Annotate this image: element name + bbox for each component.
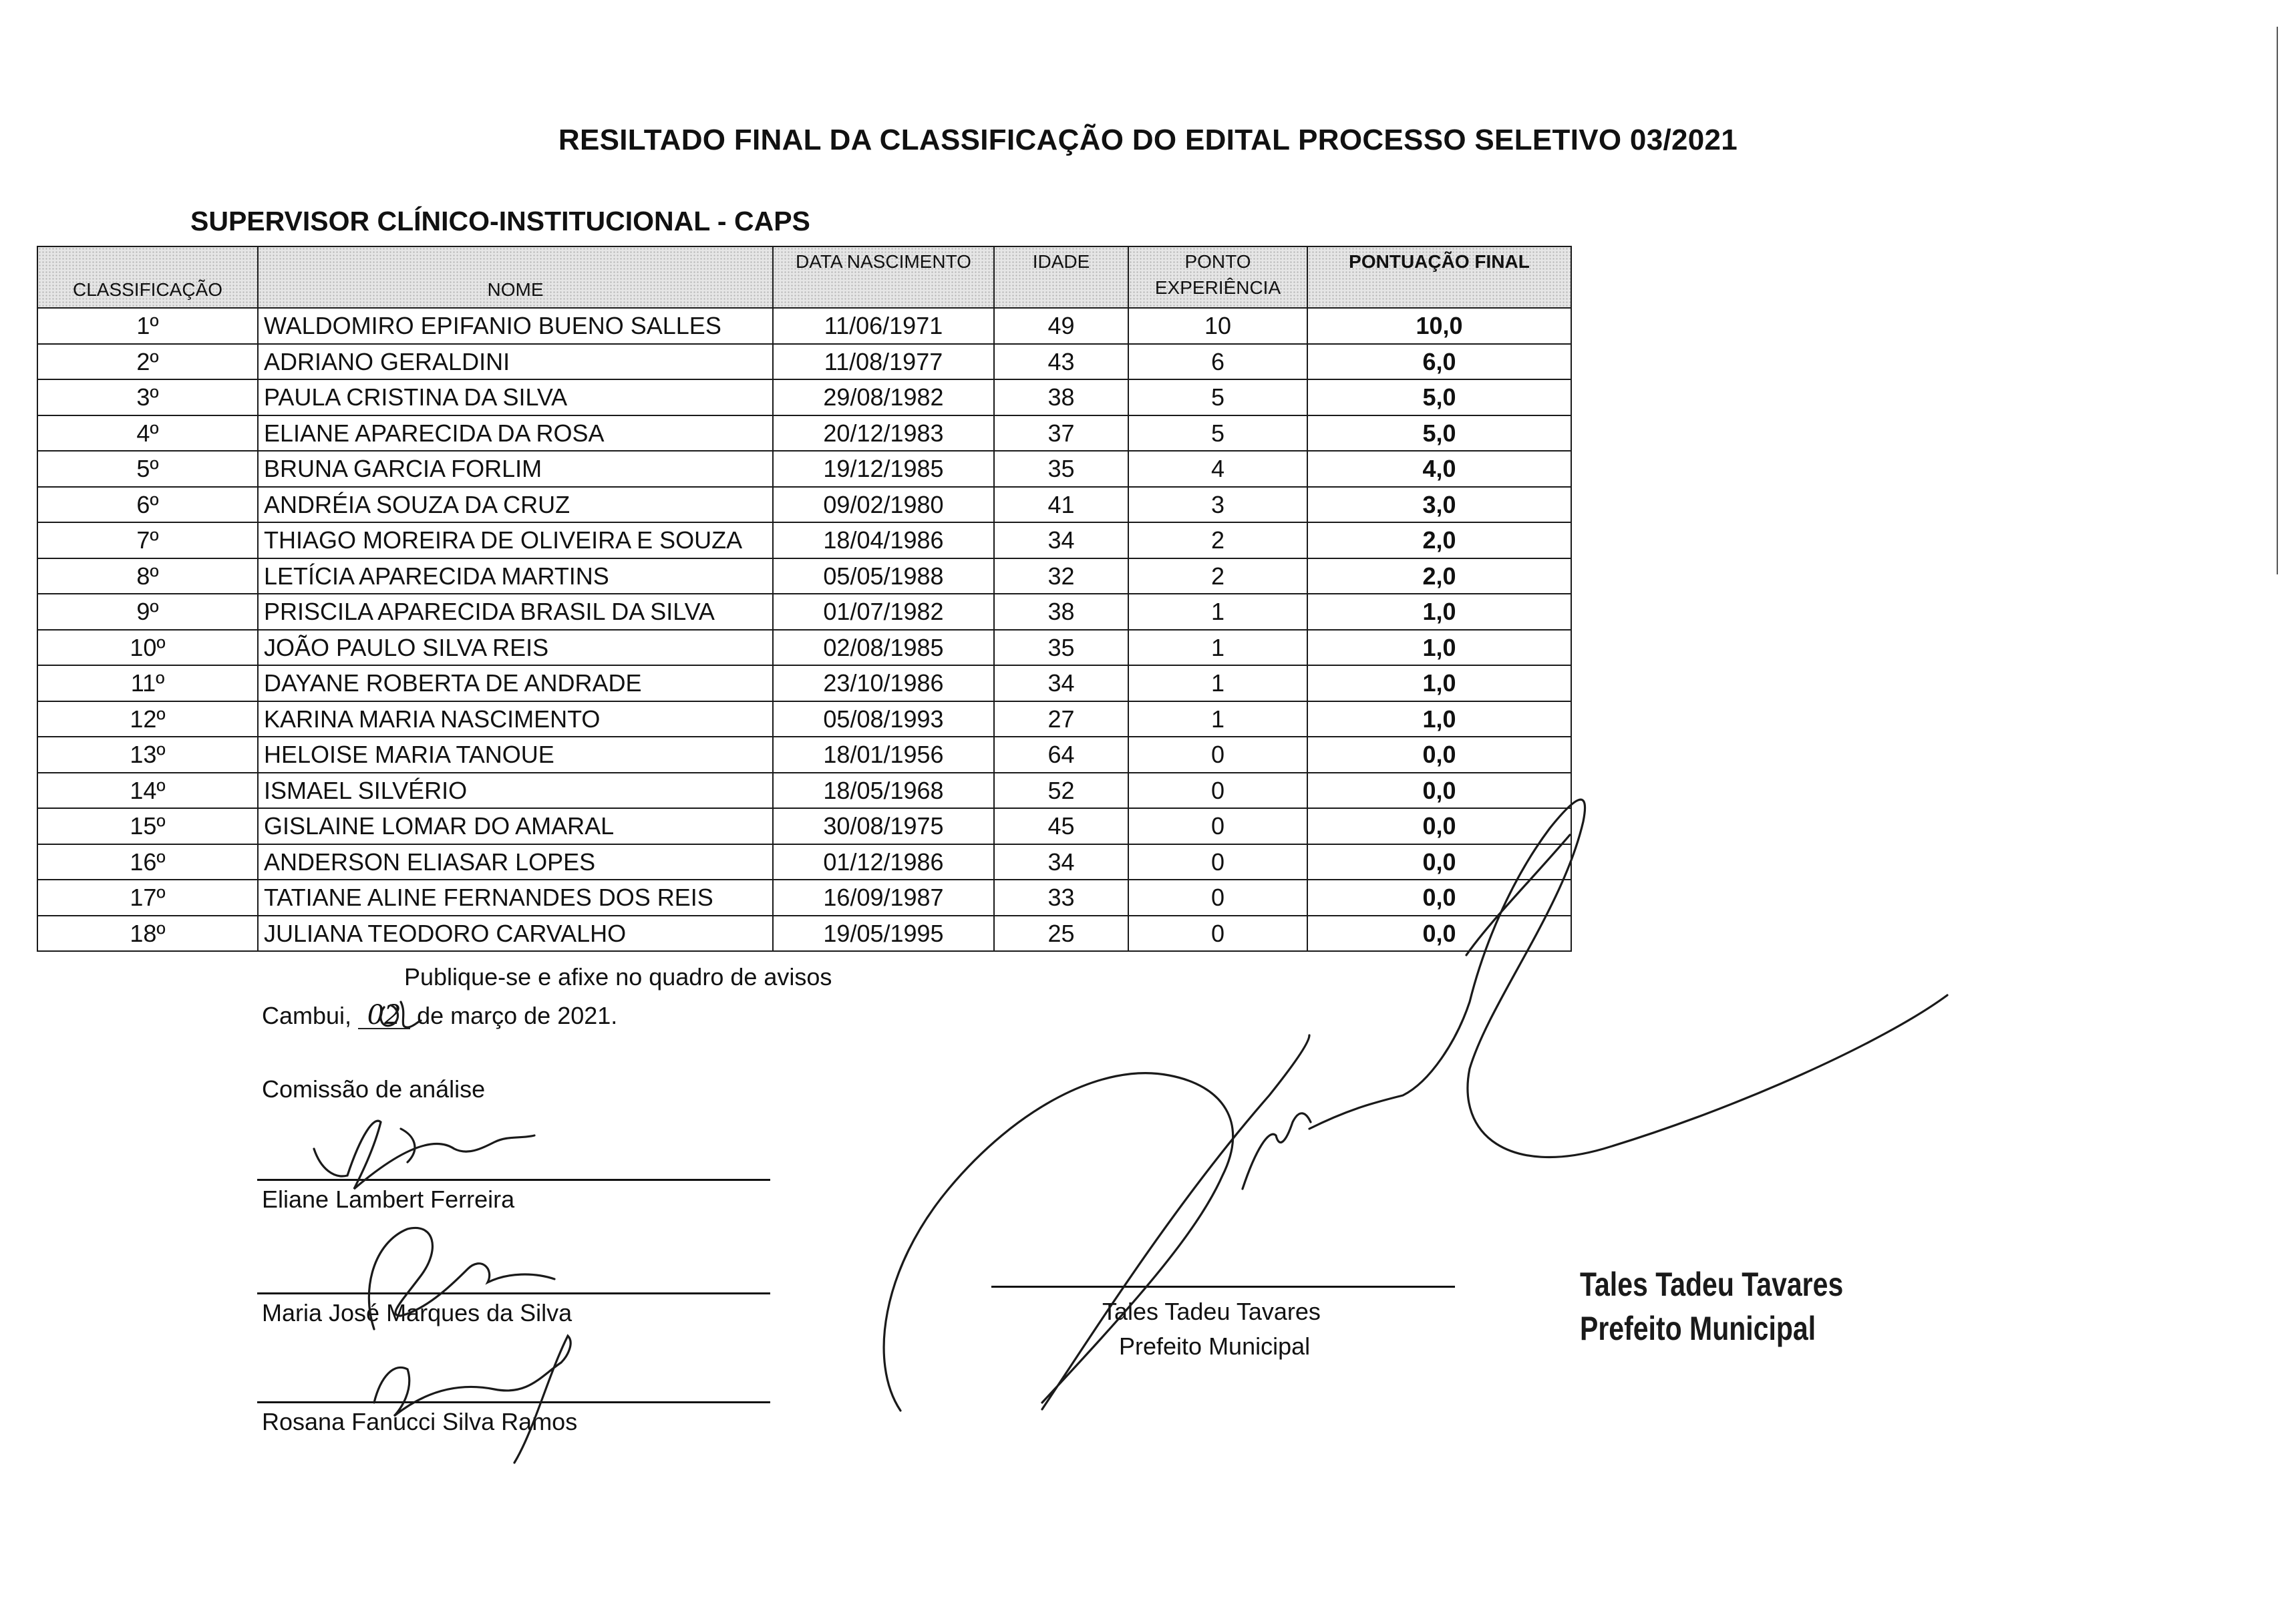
cell-classificacao: 15º bbox=[37, 808, 258, 844]
cell-nome: ANDERSON ELIASAR LOPES bbox=[258, 844, 773, 880]
table-header-row bbox=[37, 246, 1571, 308]
cell-data-nascimento: 19/12/1985 bbox=[773, 451, 994, 487]
cell-classificacao: 6º bbox=[37, 487, 258, 523]
table-row bbox=[37, 808, 1571, 844]
cell-nome: TATIANE ALINE FERNANDES DOS REIS bbox=[258, 880, 773, 916]
cell-pontuacao-final: 4,0 bbox=[1307, 451, 1571, 487]
cell-idade: 25 bbox=[994, 916, 1128, 952]
cell-classificacao: 5º bbox=[37, 451, 258, 487]
cell-data-nascimento: 29/08/1982 bbox=[773, 379, 994, 415]
cell-nome: ELIANE APARECIDA DA ROSA bbox=[258, 415, 773, 452]
cell-nome: JOÃO PAULO SILVA REIS bbox=[258, 630, 773, 666]
table-row bbox=[37, 522, 1571, 558]
date-rest: de março de 2021. bbox=[417, 1002, 618, 1029]
cell-data-nascimento: 05/05/1988 bbox=[773, 558, 994, 594]
cell-idade: 64 bbox=[994, 737, 1128, 773]
cell-pontuacao-final: 5,0 bbox=[1307, 415, 1571, 452]
cell-data-nascimento: 18/01/1956 bbox=[773, 737, 994, 773]
cell-idade: 27 bbox=[994, 701, 1128, 737]
table-row bbox=[37, 844, 1571, 880]
margin-mark bbox=[2277, 27, 2278, 574]
cell-idade: 38 bbox=[994, 379, 1128, 415]
cell-nome: ISMAEL SILVÉRIO bbox=[258, 773, 773, 809]
cell-data-nascimento: 11/08/1977 bbox=[773, 344, 994, 380]
cell-pontuacao-final: 2,0 bbox=[1307, 522, 1571, 558]
cell-pontuacao-final: 1,0 bbox=[1307, 701, 1571, 737]
mayor-role: Prefeito Municipal bbox=[1119, 1332, 1311, 1360]
cell-classificacao: 12º bbox=[37, 701, 258, 737]
cell-data-nascimento: 16/09/1987 bbox=[773, 880, 994, 916]
table-row bbox=[37, 451, 1571, 487]
cell-ponto-experiencia: 3 bbox=[1128, 487, 1307, 523]
cell-data-nascimento: 23/10/1986 bbox=[773, 665, 994, 701]
cell-classificacao: 4º bbox=[37, 415, 258, 452]
member-name-1: Eliane Lambert Ferreira bbox=[262, 1186, 515, 1213]
cell-data-nascimento: 20/12/1983 bbox=[773, 415, 994, 452]
cell-classificacao: 2º bbox=[37, 344, 258, 380]
table-row bbox=[37, 308, 1571, 344]
cell-pontuacao-final: 0,0 bbox=[1307, 773, 1571, 809]
signature-line-2 bbox=[257, 1292, 770, 1294]
table-row bbox=[37, 630, 1571, 666]
mayor-stamp bbox=[1580, 1262, 1843, 1351]
stamp-line-1: Tales Tadeu Tavares bbox=[1580, 1266, 1844, 1303]
cell-classificacao: 14º bbox=[37, 773, 258, 809]
cell-ponto-experiencia: 6 bbox=[1128, 344, 1307, 380]
cell-ponto-experiencia: 0 bbox=[1128, 808, 1307, 844]
cell-nome: PRISCILA APARECIDA BRASIL DA SILVA bbox=[258, 594, 773, 630]
cell-idade: 43 bbox=[994, 344, 1128, 380]
cell-ponto-experiencia: 1 bbox=[1128, 594, 1307, 630]
cell-nome: HELOISE MARIA TANOUE bbox=[258, 737, 773, 773]
cell-data-nascimento: 18/05/1968 bbox=[773, 773, 994, 809]
cell-nome: JULIANA TEODORO CARVALHO bbox=[258, 916, 773, 952]
cell-ponto-experiencia: 1 bbox=[1128, 701, 1307, 737]
cell-ponto-experiencia: 0 bbox=[1128, 916, 1307, 952]
cell-pontuacao-final: 1,0 bbox=[1307, 630, 1571, 666]
mayor-name: Tales Tadeu Tavares bbox=[1102, 1298, 1321, 1325]
cell-ponto-experiencia: 0 bbox=[1128, 844, 1307, 880]
cell-pontuacao-final: 1,0 bbox=[1307, 594, 1571, 630]
handwritten-day: 02 bbox=[358, 1003, 410, 1029]
cell-ponto-experiencia: 1 bbox=[1128, 665, 1307, 701]
table-row bbox=[37, 773, 1571, 809]
cell-data-nascimento: 19/05/1995 bbox=[773, 916, 994, 952]
cell-ponto-experiencia: 2 bbox=[1128, 558, 1307, 594]
cell-pontuacao-final: 5,0 bbox=[1307, 379, 1571, 415]
cell-classificacao: 8º bbox=[37, 558, 258, 594]
cell-idade: 35 bbox=[994, 630, 1128, 666]
cell-ponto-experiencia: 0 bbox=[1128, 773, 1307, 809]
cell-pontuacao-final: 0,0 bbox=[1307, 737, 1571, 773]
cell-pontuacao-final: 0,0 bbox=[1307, 880, 1571, 916]
cell-classificacao: 7º bbox=[37, 522, 258, 558]
cell-ponto-experiencia: 2 bbox=[1128, 522, 1307, 558]
cell-pontuacao-final: 0,0 bbox=[1307, 808, 1571, 844]
cell-classificacao: 9º bbox=[37, 594, 258, 630]
table-row bbox=[37, 594, 1571, 630]
cell-data-nascimento: 02/08/1985 bbox=[773, 630, 994, 666]
cell-ponto-experiencia: 0 bbox=[1128, 880, 1307, 916]
cell-data-nascimento: 18/04/1986 bbox=[773, 522, 994, 558]
cell-idade: 32 bbox=[994, 558, 1128, 594]
header-idade: IDADE bbox=[994, 246, 1128, 308]
cell-idade: 34 bbox=[994, 844, 1128, 880]
cell-idade: 34 bbox=[994, 665, 1128, 701]
cell-classificacao: 17º bbox=[37, 880, 258, 916]
table-row bbox=[37, 487, 1571, 523]
table-row bbox=[37, 558, 1571, 594]
cell-classificacao: 13º bbox=[37, 737, 258, 773]
stamp-line-2: Prefeito Municipal bbox=[1580, 1310, 1816, 1347]
cell-ponto-experiencia: 5 bbox=[1128, 379, 1307, 415]
cell-nome: THIAGO MOREIRA DE OLIVEIRA E SOUZA bbox=[258, 522, 773, 558]
cell-idade: 52 bbox=[994, 773, 1128, 809]
header-pontuacao-final: PONTUAÇÃO FINAL bbox=[1307, 246, 1571, 308]
member-name-2: Maria José Marques da Silva bbox=[262, 1299, 572, 1326]
table-row bbox=[37, 737, 1571, 773]
publish-note: Publique-se e afixe no quadro de avisos bbox=[404, 963, 832, 991]
cell-nome: GISLAINE LOMAR DO AMARAL bbox=[258, 808, 773, 844]
cell-idade: 49 bbox=[994, 308, 1128, 344]
cell-nome: DAYANE ROBERTA DE ANDRADE bbox=[258, 665, 773, 701]
place-label: Cambui, bbox=[262, 1002, 352, 1029]
cell-data-nascimento: 11/06/1971 bbox=[773, 308, 994, 344]
cell-pontuacao-final: 2,0 bbox=[1307, 558, 1571, 594]
table-row bbox=[37, 880, 1571, 916]
member-signature-3 bbox=[374, 1336, 570, 1463]
cell-ponto-experiencia: 1 bbox=[1128, 630, 1307, 666]
document-title: RESILTADO FINAL DA CLASSIFICAÇÃO DO EDITAL PROCESSO SELETIVO 03/2021 bbox=[558, 124, 1738, 156]
signature-line-3 bbox=[257, 1401, 770, 1403]
cell-idade: 37 bbox=[994, 415, 1128, 452]
cell-nome: ANDRÉIA SOUZA DA CRUZ bbox=[258, 487, 773, 523]
cell-classificacao: 1º bbox=[37, 308, 258, 344]
cell-pontuacao-final: 0,0 bbox=[1307, 844, 1571, 880]
cell-idade: 41 bbox=[994, 487, 1128, 523]
cell-data-nascimento: 30/08/1975 bbox=[773, 808, 994, 844]
table-row bbox=[37, 379, 1571, 415]
cell-ponto-experiencia: 0 bbox=[1128, 737, 1307, 773]
cell-pontuacao-final: 0,0 bbox=[1307, 916, 1571, 952]
cell-classificacao: 3º bbox=[37, 379, 258, 415]
cell-data-nascimento: 01/12/1986 bbox=[773, 844, 994, 880]
cell-idade: 38 bbox=[994, 594, 1128, 630]
header-classificacao: CLASSIFICAÇÃO bbox=[37, 246, 258, 308]
cell-idade: 34 bbox=[994, 522, 1128, 558]
header-data-nascimento: DATA NASCIMENTO bbox=[773, 246, 994, 308]
signature-line-1 bbox=[257, 1179, 770, 1181]
cell-nome: ADRIANO GERALDINI bbox=[258, 344, 773, 380]
cell-nome: PAULA CRISTINA DA SILVA bbox=[258, 379, 773, 415]
table-row bbox=[37, 916, 1571, 952]
table-row bbox=[37, 344, 1571, 380]
cell-nome: LETÍCIA APARECIDA MARTINS bbox=[258, 558, 773, 594]
cell-pontuacao-final: 10,0 bbox=[1307, 308, 1571, 344]
member-name-3: Rosana Fanucci Silva Ramos bbox=[262, 1408, 578, 1435]
cell-nome: WALDOMIRO EPIFANIO BUENO SALLES bbox=[258, 308, 773, 344]
place-date bbox=[262, 1002, 617, 1030]
cell-idade: 45 bbox=[994, 808, 1128, 844]
cell-pontuacao-final: 1,0 bbox=[1307, 665, 1571, 701]
cell-ponto-experiencia: 5 bbox=[1128, 415, 1307, 452]
cell-nome: KARINA MARIA NASCIMENTO bbox=[258, 701, 773, 737]
cell-ponto-experiencia: 4 bbox=[1128, 451, 1307, 487]
cell-classificacao: 10º bbox=[37, 630, 258, 666]
cell-classificacao: 16º bbox=[37, 844, 258, 880]
section-title: SUPERVISOR CLÍNICO-INSTITUCIONAL - CAPS bbox=[190, 206, 810, 236]
commission-label: Comissão de análise bbox=[262, 1075, 486, 1103]
cell-ponto-experiencia: 10 bbox=[1128, 308, 1307, 344]
header-nome: NOME bbox=[258, 246, 773, 308]
mayor-signature-line bbox=[991, 1286, 1455, 1288]
cell-data-nascimento: 01/07/1982 bbox=[773, 594, 994, 630]
cell-pontuacao-final: 3,0 bbox=[1307, 487, 1571, 523]
cell-classificacao: 18º bbox=[37, 916, 258, 952]
cell-classificacao: 11º bbox=[37, 665, 258, 701]
cell-idade: 35 bbox=[994, 451, 1128, 487]
table-row bbox=[37, 415, 1571, 452]
table-row bbox=[37, 701, 1571, 737]
cell-idade: 33 bbox=[994, 880, 1128, 916]
cell-data-nascimento: 09/02/1980 bbox=[773, 487, 994, 523]
table-row bbox=[37, 665, 1571, 701]
header-ponto-experiencia: PONTO EXPERIÊNCIA bbox=[1128, 246, 1307, 308]
classification-table bbox=[37, 246, 1572, 952]
cell-data-nascimento: 05/08/1993 bbox=[773, 701, 994, 737]
cell-nome: BRUNA GARCIA FORLIM bbox=[258, 451, 773, 487]
cell-pontuacao-final: 6,0 bbox=[1307, 344, 1571, 380]
